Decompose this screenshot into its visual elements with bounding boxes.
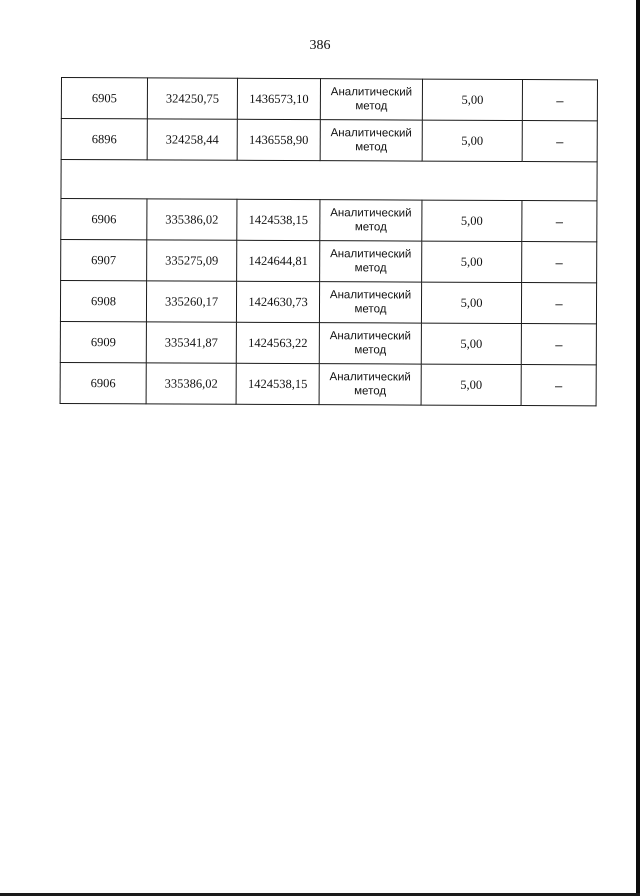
x-coordinate-cell: 335260,17 (146, 281, 236, 322)
method-cell (320, 79, 422, 120)
note-cell: – (521, 324, 596, 365)
point-number-cell: 6909 (60, 321, 146, 362)
method-line-2: метод (354, 385, 387, 398)
method-line-2: метод (355, 141, 388, 154)
error-cell: 5,00 (421, 364, 521, 405)
method-cell (320, 200, 422, 241)
point-number-cell: 6907 (61, 240, 147, 281)
method-cell (319, 282, 421, 323)
y-coordinate-cell: 1424630,73 (236, 281, 319, 322)
method-line-2: метод (354, 262, 387, 275)
error-cell: 5,00 (421, 282, 521, 323)
page-number: 386 (309, 38, 331, 53)
note-cell: – (521, 283, 596, 324)
y-coordinate-cell: 1424538,15 (237, 199, 320, 240)
separator-cell (61, 160, 597, 201)
y-coordinate-cell: 1436573,10 (237, 78, 320, 119)
y-coordinate-cell: 1424538,15 (236, 363, 319, 404)
point-number-cell: 6906 (61, 199, 147, 240)
error-cell: 5,00 (422, 200, 522, 241)
method-line-2: метод (354, 221, 387, 234)
table-row (61, 240, 597, 283)
x-coordinate-cell: 324258,44 (147, 119, 237, 160)
y-coordinate-cell: 1436558,90 (237, 119, 320, 160)
method-line-1: Аналитический (329, 330, 412, 343)
note-cell: – (522, 80, 597, 121)
table-row (60, 362, 596, 405)
method-line-2: метод (355, 100, 388, 113)
method-line-2: метод (354, 303, 387, 316)
error-cell: 5,00 (422, 120, 522, 161)
x-coordinate-cell: 324250,75 (147, 78, 237, 119)
y-coordinate-cell: 1424563,22 (236, 322, 319, 363)
x-coordinate-cell: 335275,09 (147, 240, 237, 281)
coordinates-table (60, 77, 598, 406)
method-cell (320, 241, 422, 282)
note-cell: – (521, 365, 596, 406)
method-line-1: Аналитический (330, 207, 412, 220)
point-number-cell: 6905 (61, 78, 147, 119)
method-line-1: Аналитический (329, 371, 411, 384)
error-cell: 5,00 (422, 241, 522, 282)
error-cell: 5,00 (422, 79, 522, 120)
y-coordinate-cell: 1424644,81 (237, 240, 320, 281)
method-line-1: Аналитический (330, 248, 412, 261)
scan-edge-right (636, 0, 640, 896)
point-number-cell: 6908 (60, 281, 146, 322)
error-cell: 5,00 (421, 323, 521, 364)
note-cell: – (522, 242, 597, 283)
point-number-cell: 6906 (60, 362, 146, 403)
x-coordinate-cell: 335386,02 (146, 363, 236, 404)
method-line-2: метод (354, 344, 387, 357)
method-cell (319, 323, 421, 364)
table-row (60, 321, 596, 364)
method-line-1: Аналитический (329, 289, 412, 302)
table-row (61, 119, 597, 162)
note-cell: – (522, 121, 597, 162)
note-cell: – (522, 201, 597, 242)
method-line-1: Аналитический (330, 86, 413, 99)
method-line-1: Аналитический (330, 127, 412, 140)
table-row (60, 281, 596, 324)
method-cell (319, 364, 421, 405)
table-row (61, 78, 597, 121)
method-cell (320, 120, 422, 161)
x-coordinate-cell: 335386,02 (147, 199, 237, 240)
point-number-cell: 6896 (61, 119, 147, 160)
x-coordinate-cell: 335341,87 (146, 322, 236, 363)
table-separator-row (61, 160, 597, 201)
table-row (61, 199, 597, 242)
